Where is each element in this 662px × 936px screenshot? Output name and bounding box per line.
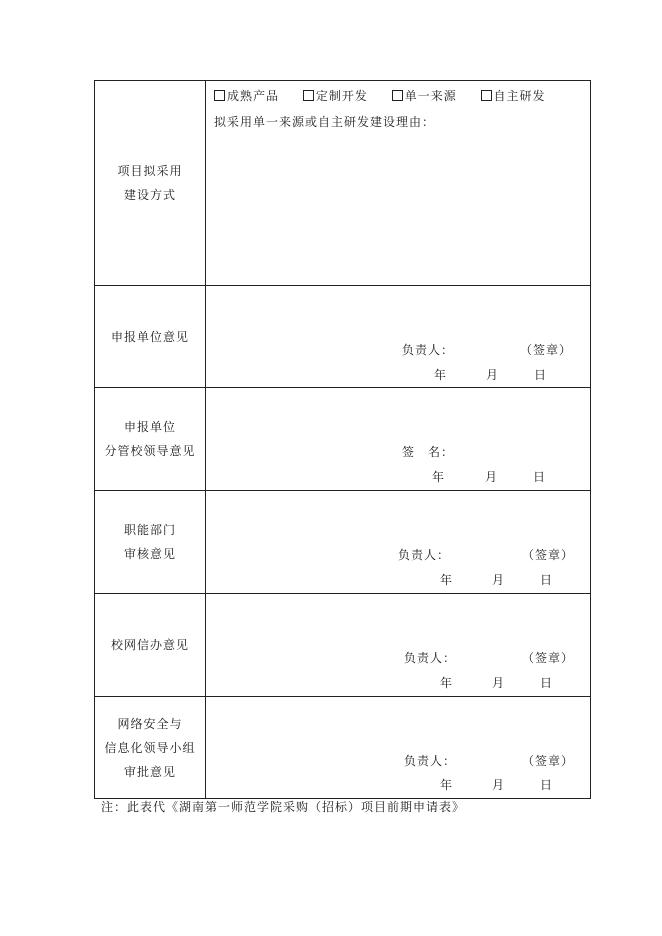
label-line: 项目拟采用 (117, 164, 183, 178)
method-options (214, 87, 566, 104)
year-label: 年 (434, 368, 447, 382)
label-cell-leader-opinion (95, 388, 206, 491)
label-line: 校网信办意见 (110, 638, 189, 652)
label-line: 审批意见 (123, 764, 176, 779)
label-line: 审核意见 (123, 547, 176, 561)
label-line: 分管校领导意见 (104, 444, 196, 458)
label-cell-office-opinion (95, 594, 206, 697)
option-mature-product[interactable]: 成熟产品 (214, 87, 279, 104)
month-label: 月 (485, 470, 498, 484)
month-label: 月 (492, 573, 505, 587)
signature-label: 签 名： (402, 445, 455, 459)
stamp-label: （签章） (522, 651, 575, 665)
content-cell-office-opinion[interactable] (206, 594, 591, 697)
month-label: 月 (492, 676, 505, 690)
application-form-table (94, 80, 591, 799)
label-cell-group-approval (95, 697, 206, 799)
row-unit-opinion (95, 286, 591, 388)
year-label: 年 (440, 778, 453, 792)
row-office-opinion (95, 594, 591, 697)
label-line: 信息化领导小组 (104, 740, 196, 755)
signer-label: 负责人： (398, 548, 451, 562)
option-self-development[interactable]: 自主研发 (481, 87, 546, 104)
option-custom-development[interactable]: 定制开发 (303, 87, 368, 104)
stamp-label: （签章） (522, 754, 575, 768)
content-cell-unit-opinion[interactable] (206, 286, 591, 388)
year-label: 年 (440, 573, 453, 587)
signer-label: 负责人： (404, 651, 457, 665)
day-label: 日 (533, 470, 546, 484)
signer-label: 负责人： (404, 754, 457, 768)
month-label: 月 (492, 778, 505, 792)
label-line: 建设方式 (123, 188, 176, 202)
day-label: 日 (540, 573, 553, 587)
label-line: 申报单位 (123, 420, 176, 434)
signer-label: 负责人： (402, 343, 455, 357)
checkbox-icon[interactable] (481, 90, 492, 101)
year-label: 年 (440, 676, 453, 690)
footnote: 注：此表代《湖南第一师范学院采购（招标）项目前期申请表》 (101, 800, 466, 814)
label-cell-unit-opinion (95, 286, 206, 388)
label-cell-construction-method (95, 81, 206, 286)
row-construction-method (95, 81, 591, 286)
day-label: 日 (540, 778, 553, 792)
content-cell-construction-method (206, 81, 591, 286)
content-cell-dept-review[interactable] (206, 491, 591, 594)
content-cell-group-approval[interactable] (206, 697, 591, 799)
stamp-label: （签章） (522, 548, 575, 562)
checkbox-icon[interactable] (303, 90, 314, 101)
day-label: 日 (534, 368, 547, 382)
label-cell-dept-review (95, 491, 206, 594)
row-dept-review (95, 491, 591, 594)
year-label: 年 (432, 470, 445, 484)
checkbox-icon[interactable] (214, 90, 225, 101)
option-single-source[interactable]: 单一来源 (392, 87, 457, 104)
date-line (206, 468, 586, 484)
label-line: 网络安全与 (117, 716, 183, 731)
content-cell-leader-opinion[interactable] (206, 388, 591, 491)
date-line (206, 776, 586, 792)
day-label: 日 (540, 676, 553, 690)
stamp-label: （签章） (520, 343, 573, 357)
label-line: 职能部门 (123, 523, 176, 537)
reason-label: 拟采用单一来源或自主研发建设理由： (214, 115, 436, 129)
checkbox-icon[interactable] (392, 90, 403, 101)
date-line (206, 366, 586, 382)
row-group-approval (95, 697, 591, 799)
date-line (206, 571, 586, 587)
row-leader-opinion (95, 388, 591, 491)
date-line (206, 674, 586, 690)
month-label: 月 (486, 368, 499, 382)
label-line: 申报单位意见 (110, 329, 189, 344)
